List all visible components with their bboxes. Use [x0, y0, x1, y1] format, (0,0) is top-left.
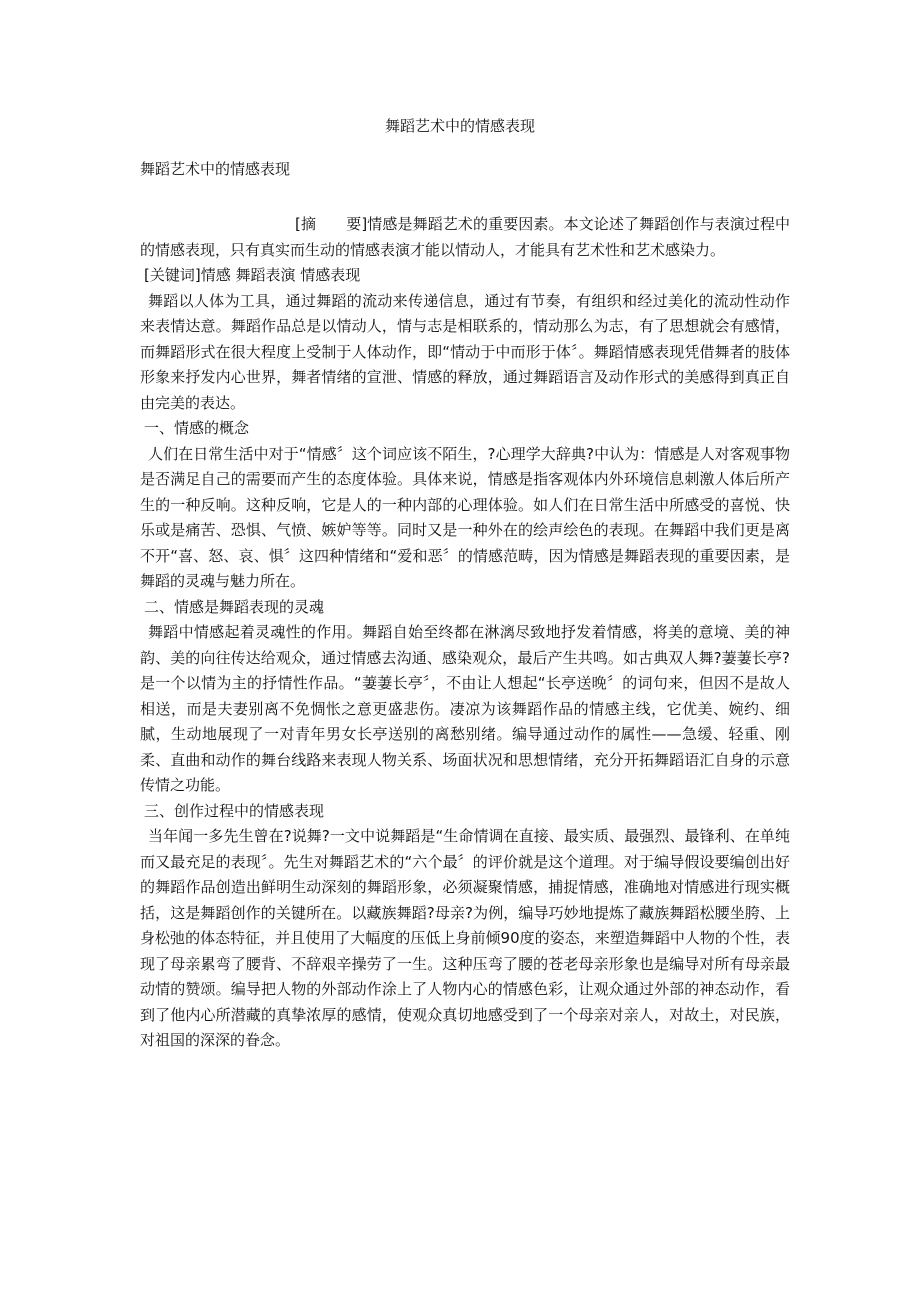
document-title: 舞蹈艺术中的情感表现: [384, 117, 535, 135]
section-heading-1: 一、情感的概念: [144, 419, 250, 437]
abstract-paragraph: [摘 要]情感是舞蹈艺术的重要因素。本文论述了舞蹈创作与表演过程中的情感表现，只有真实而生动的情感表演才能以情动人，才能具有艺术性和艺术感染力。: [140, 215, 790, 259]
section-paragraph-1: 人们在日常生活中对于“情感〞这个词应该不陌生，?心理学大辞典?中认为：情感是人对客观事物是否满足自己的需要而产生的态度体验。具体来说，情感是指客观体内外环境信息刺激人体后所产生的一种反响。这种反响，它是人的一种内部的心理体验。如人们在日常生活中所感受的喜悦、快乐或是痛苦、恐惧、气愤、嫉妒等等。同时又是一种外在的绘声绘色的表现。在舞蹈中我们更是离不开“喜、怒、哀、惧〞这四种情绪和“爱和恶〞的情感范畴，因为情感是舞蹈表现的重要因素，是舞蹈的灵魂与魅力所在。: [140, 444, 790, 590]
section-paragraph-3: 当年闻一多先生曾在?说舞?一文中说舞蹈是“生命情调在直接、最实质、最强烈、最锋利、在单纯而又最充足的表现〞。先生对舞蹈艺术的“六个最〞的评价就是这个道理。对于编导假设要编创出好的舞蹈作品创造出鲜明生动深刻的舞蹈形象，必须凝聚情感，捕捉情感，准确地对情感进行现实概括，这是舞蹈创作的关键所在。以藏族舞蹈?母亲?为例，编导巧妙地提炼了藏族舞蹈松腰坐胯、上身松弛的体态特征，并且使用了大幅度的压低上身前倾90度的姿态，来塑造舞蹈中人物的个性，表现了母亲累弯了腰背、不辞艰辛操劳了一生。这种压弯了腰的苍老母亲形象也是编导对所有母亲最动情的赞颂。编导把人物的外部动作涂上了人物内心的情感色彩，让观众通过外部的神态动作，看到了他内心所潜藏的真挚浓厚的感情，使观众真切地感受到了一个母亲对亲人，对故土，对民族，对祖国的深深的眷念。: [140, 827, 790, 1049]
keywords-line: [关键词]情感 舞蹈表演 情感表现: [144, 266, 361, 284]
intro-paragraph: 舞蹈以人体为工具，通过舞蹈的流动来传递信息，通过有节奏，有组织和经过美化的流动性动作来表情达意。舞蹈作品总是以情动人，情与志是相联系的，情动那么为志，有了思想就会有感情，而舞蹈形式在很大程度上受制于人体动作，即“情动于中而形于体〞。舞蹈情感表现凭借舞者的肢体形象来抒发内心世界，舞者情绪的宣泄、情感的释放，通过舞蹈语言及动作形式的美感得到真正自由完美的表达。: [140, 291, 790, 412]
document-subtitle: 舞蹈艺术中的情感表现: [140, 160, 291, 178]
section-heading-3: 三、创作过程中的情感表现: [144, 801, 325, 820]
section-heading-2: 二、情感是舞蹈表现的灵魂: [144, 597, 325, 616]
document-body: [140, 212, 790, 1054]
section-paragraph-2: 舞蹈中情感起着灵魂性的作用。舞蹈自始至终都在淋漓尽致地抒发着情感，将美的意境、美的神韵、美的向往传达给观众，通过情感去沟通、感染观众，最后产生共鸣。如古典双人舞?萋萋长亭?是一个以情为主的抒情性作品。“萋萋长亭〞，不由让人想起“长亭送晚〞的词句来，但因不是故人相送，而是夫妻别离不免惆怅之意更盛悲伤。凄凉为该舞蹈作品的情感主线，它优美、婉约、细腻，生动地展现了一对青年男女长亭送别的离愁别绪。编导通过动作的属性——急缓、轻重、刚柔、直曲和动作的舞台线路来表现人物关系、场面状况和思想情绪，充分开拓舞蹈语汇自身的示意传情之功能。: [140, 623, 790, 794]
